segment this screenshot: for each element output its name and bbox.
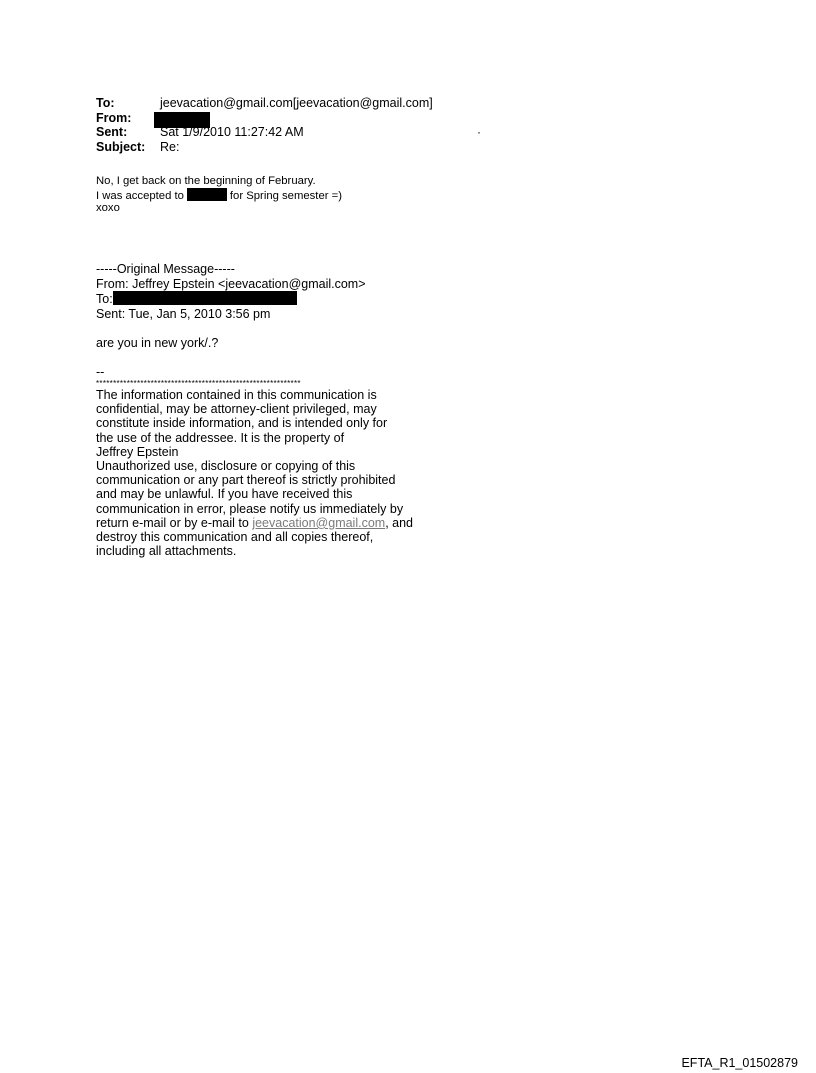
redaction-box (113, 291, 297, 305)
disclaimer-line: including all attachments. (96, 544, 237, 559)
reply-line (96, 188, 342, 203)
to-row (96, 96, 433, 111)
from-label: From: (96, 110, 132, 125)
subject-row (96, 140, 433, 155)
disclaimer-line: communication or any part thereof is strictly prohibited (96, 473, 396, 488)
reply-body (96, 175, 342, 215)
original-message (96, 262, 413, 558)
disclaimer-line: destroy this communication and all copies thereof, (96, 530, 374, 545)
disclaimer-line: and may be unlawful. If you have received this (96, 487, 353, 502)
email-header (96, 96, 481, 154)
sent-label: Sent: (96, 125, 128, 139)
to-label: To: (96, 96, 115, 110)
original-from: From: Jeffrey Epstein <jeevacation@gmail.com> (96, 276, 366, 291)
original-sent: Sent: Tue, Jan 5, 2010 3:56 pm (96, 306, 271, 321)
original-to-label: To: (96, 292, 113, 306)
signature-dashes: -- (96, 364, 105, 379)
subject-value: Re: (160, 139, 180, 154)
reply-line: xoxo (96, 202, 120, 214)
disclaimer-text: return e-mail or by e-mail to (96, 515, 249, 530)
sent-row (96, 125, 433, 140)
disclaimer-line: the use of the addressee. It is the property of (96, 430, 345, 445)
disclaimer-line: The information contained in this communication is (96, 388, 377, 402)
reply-text: for Spring semester =) (229, 189, 342, 202)
reply-line: No, I get back on the beginning of February. (96, 175, 316, 187)
stray-mark: · (477, 125, 481, 139)
disclaimer-line (96, 516, 413, 530)
subject-label: Subject: (96, 139, 146, 154)
email-link[interactable]: jeevacation@gmail.com (252, 515, 386, 530)
original-to (96, 291, 413, 307)
original-body: are you in new york/.? (96, 335, 219, 350)
disclaimer-line: Jeffrey Epstein (96, 444, 179, 459)
disclaimer-line: Unauthorized use, disclosure or copying of this (96, 459, 356, 474)
redaction-box (187, 188, 227, 201)
document-id: EFTA_R1_01502879 (681, 1056, 798, 1070)
from-row (96, 111, 433, 126)
disclaimer-line: confidential, may be attorney-client privileged, may (96, 402, 377, 417)
to-value: jeevacation@gmail.com[jeevacation@gmail.com] (160, 96, 433, 110)
sent-value: Sat 1/9/2010 11:27:42 AM (160, 125, 304, 139)
disclaimer-text: , and (385, 515, 414, 530)
disclaimer-line: communication in error, please notify us immediately by (96, 501, 404, 516)
original-divider: -----Original Message----- (96, 262, 235, 276)
disclaimer (96, 388, 413, 558)
reply-text: I was accepted to (96, 189, 184, 202)
signature-stars: ************************************************************ (96, 379, 301, 388)
disclaimer-line: constitute inside information, and is intended only for (96, 416, 388, 431)
